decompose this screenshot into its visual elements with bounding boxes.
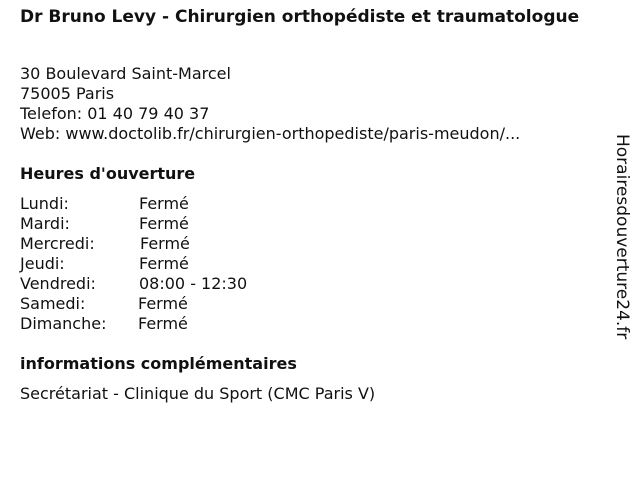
additional-info-heading: informations complémentaires bbox=[20, 354, 297, 373]
website-link[interactable]: Web: www.doctolib.fr/chirurgien-orthopediste/paris-meudon/... bbox=[20, 124, 521, 143]
hours-value: Fermé bbox=[138, 294, 188, 313]
hours-value: Fermé bbox=[140, 234, 190, 253]
day-label: Dimanche: bbox=[20, 314, 107, 333]
hours-value: 08:00 - 12:30 bbox=[139, 274, 248, 293]
hours-value: Fermé bbox=[138, 314, 188, 333]
opening-hours-heading: Heures d'ouverture bbox=[20, 164, 196, 183]
day-label: Mercredi: bbox=[20, 234, 95, 253]
city-postcode: 75005 Paris bbox=[20, 84, 115, 103]
hours-value: Fermé bbox=[139, 214, 189, 233]
day-label: Lundi: bbox=[20, 194, 69, 213]
site-watermark: Horairesdouverture24.fr bbox=[612, 134, 632, 340]
street-address: 30 Boulevard Saint-Marcel bbox=[20, 64, 231, 83]
additional-info-text: Secrétariat - Clinique du Sport (CMC Paris V) bbox=[20, 384, 376, 403]
day-label: Samedi: bbox=[20, 294, 86, 313]
hours-value: Fermé bbox=[139, 254, 189, 273]
phone-number[interactable]: Telefon: 01 40 79 40 37 bbox=[20, 104, 210, 123]
address-block bbox=[20, 64, 520, 144]
day-label: Mardi: bbox=[20, 214, 70, 233]
day-label: Jeudi: bbox=[20, 254, 65, 273]
day-label: Vendredi: bbox=[20, 274, 96, 293]
hours-value: Fermé bbox=[139, 194, 189, 213]
page-title: Dr Bruno Levy - Chirurgien orthopédiste et traumatologue bbox=[20, 7, 580, 27]
